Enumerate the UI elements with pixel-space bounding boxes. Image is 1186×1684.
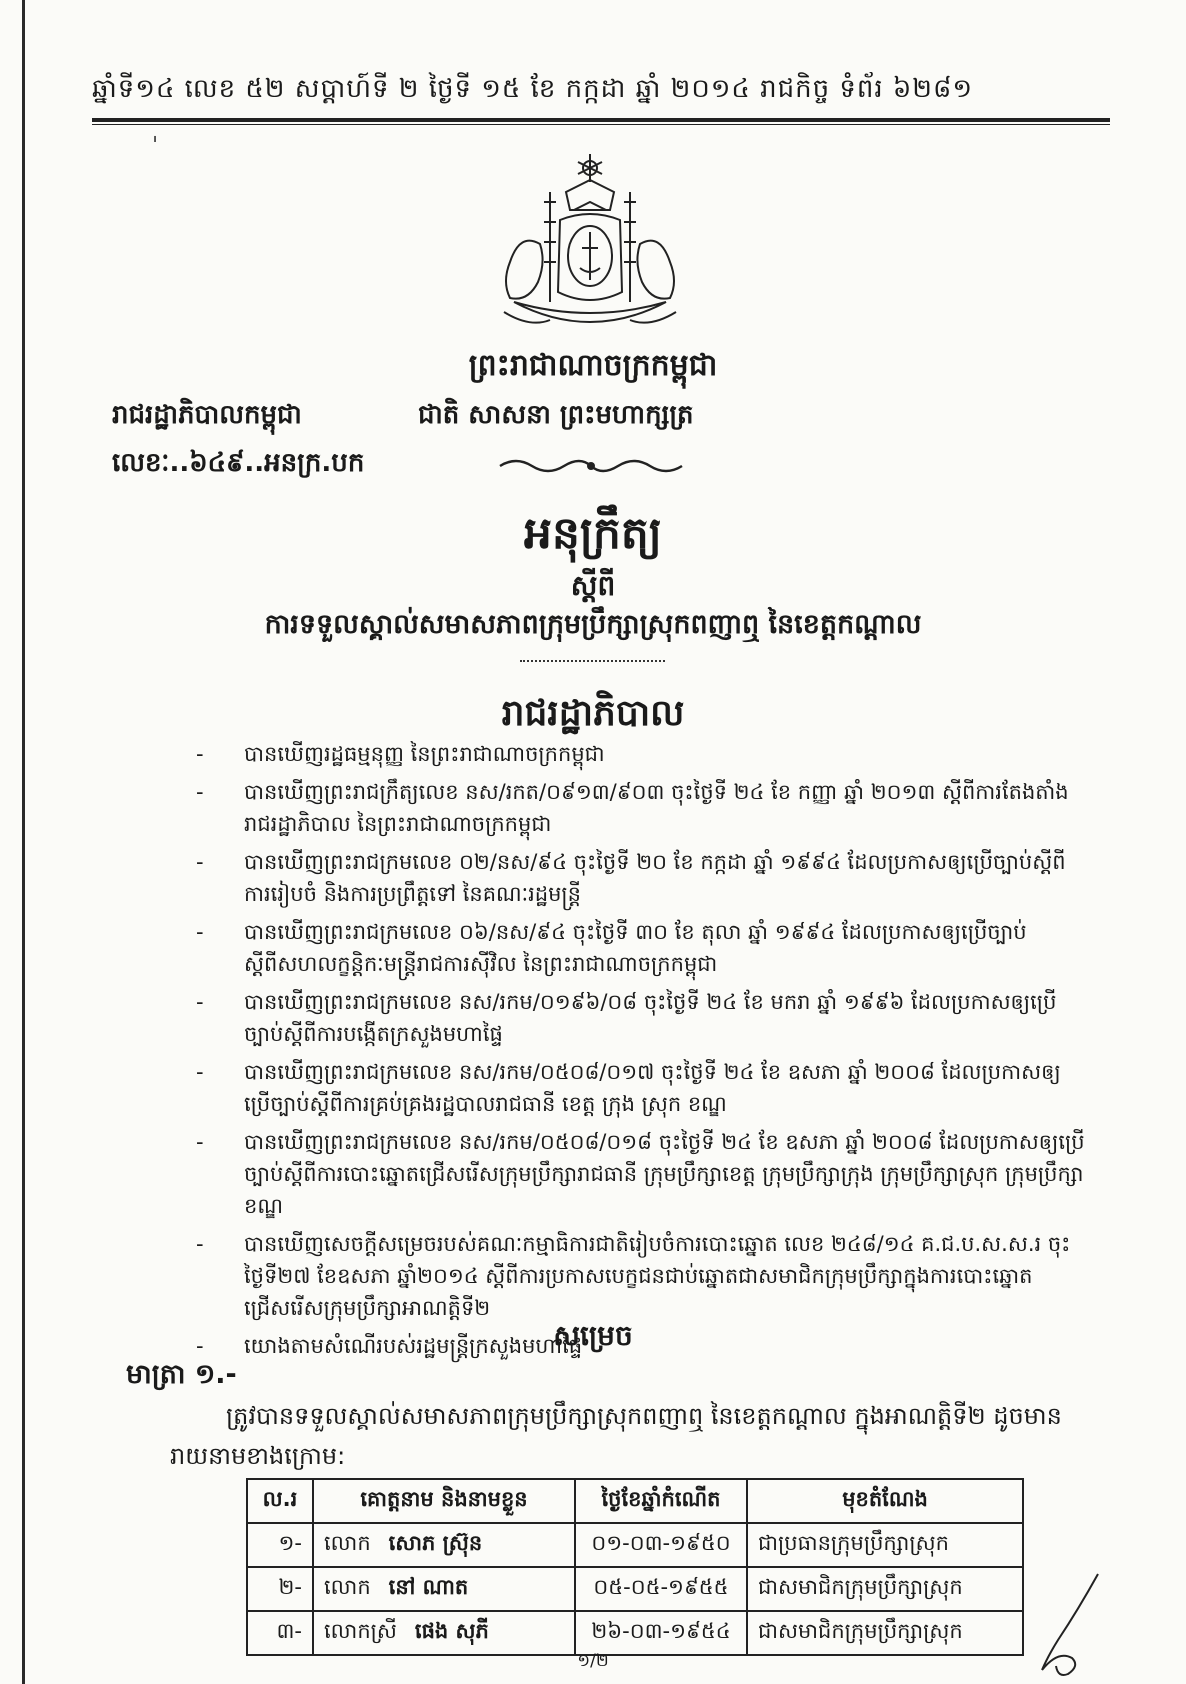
issuer-heading: រាជរដ្ឋាភិបាល bbox=[501, 693, 685, 734]
consideration-item: - បានឃើញសេចក្តីសម្រេចរបស់គណៈកម្មាធិការជាតិរៀបចំការបោះឆ្នោត លេខ ២៤៨/១៤ គ.ជ.ប.ស.ស.រ ចុះថ្ងៃទី២៧ ខែឧសភា ឆ្នាំ២០១៤ ស្តីពីការប្រកាសបេក្ខជនជាប់ឆ្នោតជាសមាជិកក្រុមប្រឹក្សាក្នុងការបោះឆ្នោតជ្រើសរើសក្រុមប្រឹក្សាអាណត្តិទី២ bbox=[196, 1228, 1086, 1324]
consideration-item: - បានឃើញព្រះរាជក្រមលេខ នស/រកម/០៥០៨/០១៨ ចុះថ្ងៃទី ២៤ ខែ ឧសភា ឆ្នាំ ២០០៨ ដែលប្រកាសឲ្យប្រើច្បាប់ស្តីពីការបោះឆ្នោតជ្រើសរើសក្រុមប្រឹក្សារាជធានី ក្រុមប្រឹក្សាខេត្ត ក្រុមប្រឹក្សាក្រុង ក្រុមប្រឹក្សាស្រុក ក្រុមប្រឹក្សាខណ្ឌ bbox=[196, 1126, 1086, 1222]
scan-edge-line bbox=[22, 0, 25, 1684]
member-name: ផេង សុភី bbox=[414, 1618, 489, 1643]
consideration-item: - បានឃើញព្រះរាជក្រមលេខ នស/រកម/០១៩៦/០៨ ចុះថ្ងៃទី ២៤ ខែ មករា ឆ្នាំ ១៩៩៦ ដែលប្រកាសឲ្យប្រើច្បាប់ស្តីពីការបង្កើតក្រសួងមហាផ្ទៃ bbox=[196, 986, 1086, 1050]
consideration-item: - បានឃើញព្រះរាជក្រមលេខ ០២/នស/៩៤ ចុះថ្ងៃទី ២០ ខែ កក្កដា ឆ្នាំ ១៩៩៤ ដែលប្រកាសឲ្យប្រើច្បាប់ស្តីពីការរៀបចំ និងការប្រព្រឹត្តទៅ នៃគណៈរដ្ឋមន្ត្រី bbox=[196, 846, 1086, 910]
consideration-item: - បានឃើញព្រះរាជក្រឹត្យលេខ នស/រកត/០៩១៣/៩០៣ ចុះថ្ងៃទី ២៤ ខែ កញ្ញា ឆ្នាំ ២០១៣ ស្តីពីការតែងតាំងរាជរដ្ឋាភិបាល នៃព្រះរាជាណាចក្រកម្ពុជា bbox=[196, 776, 1086, 840]
row-number: ១- bbox=[247, 1523, 313, 1567]
consideration-item: - បានឃើញព្រះរាជក្រមលេខ ០៦/នស/៩៤ ចុះថ្ងៃទី ៣០ ខែ តុលា ឆ្នាំ ១៩៩៤ ដែលប្រកាសឲ្យប្រើច្បាប់ស្តីពីសហលក្ខន្តិកៈមន្ត្រីរាជការស៊ីវិល នៃព្រះរាជាណាចក្រកម្ពុជា bbox=[196, 916, 1086, 980]
birth-date: ០១-០៣-១៩៥០ bbox=[575, 1523, 747, 1567]
document-subject: ការទទួលស្គាល់សមាសភាពក្រុមប្រឹក្សាស្រុកពញាឮ នៃខេត្តកណ្តាល bbox=[264, 609, 922, 640]
row-number: ៣- bbox=[247, 1611, 313, 1655]
table-row bbox=[247, 1523, 1023, 1567]
table-row bbox=[247, 1567, 1023, 1611]
member-name-cell bbox=[313, 1611, 575, 1655]
member-name: សោភ ស៊្រុន bbox=[388, 1530, 483, 1555]
page-number: ១/២ bbox=[577, 1651, 609, 1671]
member-position: ជាប្រធានក្រុមប្រឹក្សាស្រុក bbox=[747, 1523, 1023, 1567]
member-position: ជាសមាជិកក្រុមប្រឹក្សាស្រុក bbox=[747, 1611, 1023, 1655]
document-number: លេខៈ..៦៤៩..អនក្រ.បក bbox=[112, 448, 365, 478]
article-label: មាត្រា ១.- bbox=[126, 1359, 237, 1390]
handwritten-mark: ˈ bbox=[152, 134, 159, 159]
ornament-divider-icon bbox=[496, 452, 686, 478]
consideration-item: - បានឃើញព្រះរាជក្រមលេខ នស/រកម/០៥០៨/០១៧ ចុះថ្ងៃទី ២៤ ខែ ឧសភា ឆ្នាំ ២០០៨ ដែលប្រកាសឲ្យប្រើច្បាប់ស្តីពីការគ្រប់គ្រងរដ្ឋបាលរាជធានី ខេត្ត ក្រុង ស្រុក ខណ្ឌ bbox=[196, 1056, 1086, 1120]
consideration-item: - បានឃើញរដ្ឋធម្មនុញ្ញ នៃព្រះរាជាណាចក្រកម្ពុជា bbox=[196, 738, 1086, 770]
kingdom-title: ព្រះរាជាណាចក្រកម្ពុជា bbox=[468, 348, 718, 383]
member-name-cell bbox=[313, 1567, 575, 1611]
header-rule-thin bbox=[92, 124, 1110, 125]
header-rule bbox=[92, 118, 1110, 122]
subject-divider bbox=[520, 660, 665, 662]
table-row bbox=[247, 1611, 1023, 1655]
table-header-row bbox=[247, 1479, 1023, 1523]
decision-heading: សម្រេច bbox=[553, 1319, 633, 1352]
birth-date: ២៦-០៣-១៩៥៤ bbox=[575, 1611, 747, 1655]
gazette-header: ឆ្នាំទី១៤ លេខ ៥២ សប្តាហ៍ទី ២ ថ្ងៃទី ១៥ ខែ កក្កដា ឆ្នាំ ២០១៤ រាជកិច្ច ទំព័រ ៦២៨១ bbox=[92, 74, 974, 104]
members-table bbox=[246, 1478, 1024, 1656]
government-label: រាជរដ្ឋាភិបាលកម្ពុជា bbox=[112, 400, 302, 430]
member-name-cell bbox=[313, 1523, 575, 1567]
column-header: គោត្តនាម និងនាមខ្លួន bbox=[313, 1479, 575, 1523]
royal-emblem-icon bbox=[490, 152, 690, 342]
column-header: ល.រ bbox=[247, 1479, 313, 1523]
national-motto: ជាតិ សាសនា ព្រះមហាក្សត្រ bbox=[418, 400, 694, 430]
member-position: ជាសមាជិកក្រុមប្រឹក្សាស្រុក bbox=[747, 1567, 1023, 1611]
column-header: ថ្ងៃខែឆ្នាំកំណើត bbox=[575, 1479, 747, 1523]
considerations-list bbox=[196, 738, 1086, 1368]
member-name: នៅ ណាត bbox=[388, 1574, 469, 1599]
column-header: មុខតំណែង bbox=[747, 1479, 1023, 1523]
birth-date: ០៥-០៥-១៩៥៥ bbox=[575, 1567, 747, 1611]
article-text: ត្រូវបានទទួលស្គាល់សមាសភាពក្រុមប្រឹក្សាស្រុកពញាឮ នៃខេត្តកណ្តាល ក្នុងអាណត្តិទី២ ដូចមានរាយនាមខាងក្រោម: bbox=[170, 1402, 1062, 1470]
about-label: ស្តីពី bbox=[570, 569, 616, 602]
row-number: ២- bbox=[247, 1567, 313, 1611]
honorific: លោក bbox=[324, 1530, 371, 1555]
document-title: អនុក្រឹត្យ bbox=[524, 508, 662, 559]
honorific: លោកស្រី bbox=[324, 1618, 397, 1643]
initial-signature-icon bbox=[1028, 1570, 1108, 1680]
honorific: លោក bbox=[324, 1574, 371, 1599]
consideration-item: - យោងតាមសំណើរបស់រដ្ឋមន្ត្រីក្រសួងមហាផ្ទៃ bbox=[196, 1330, 1086, 1362]
